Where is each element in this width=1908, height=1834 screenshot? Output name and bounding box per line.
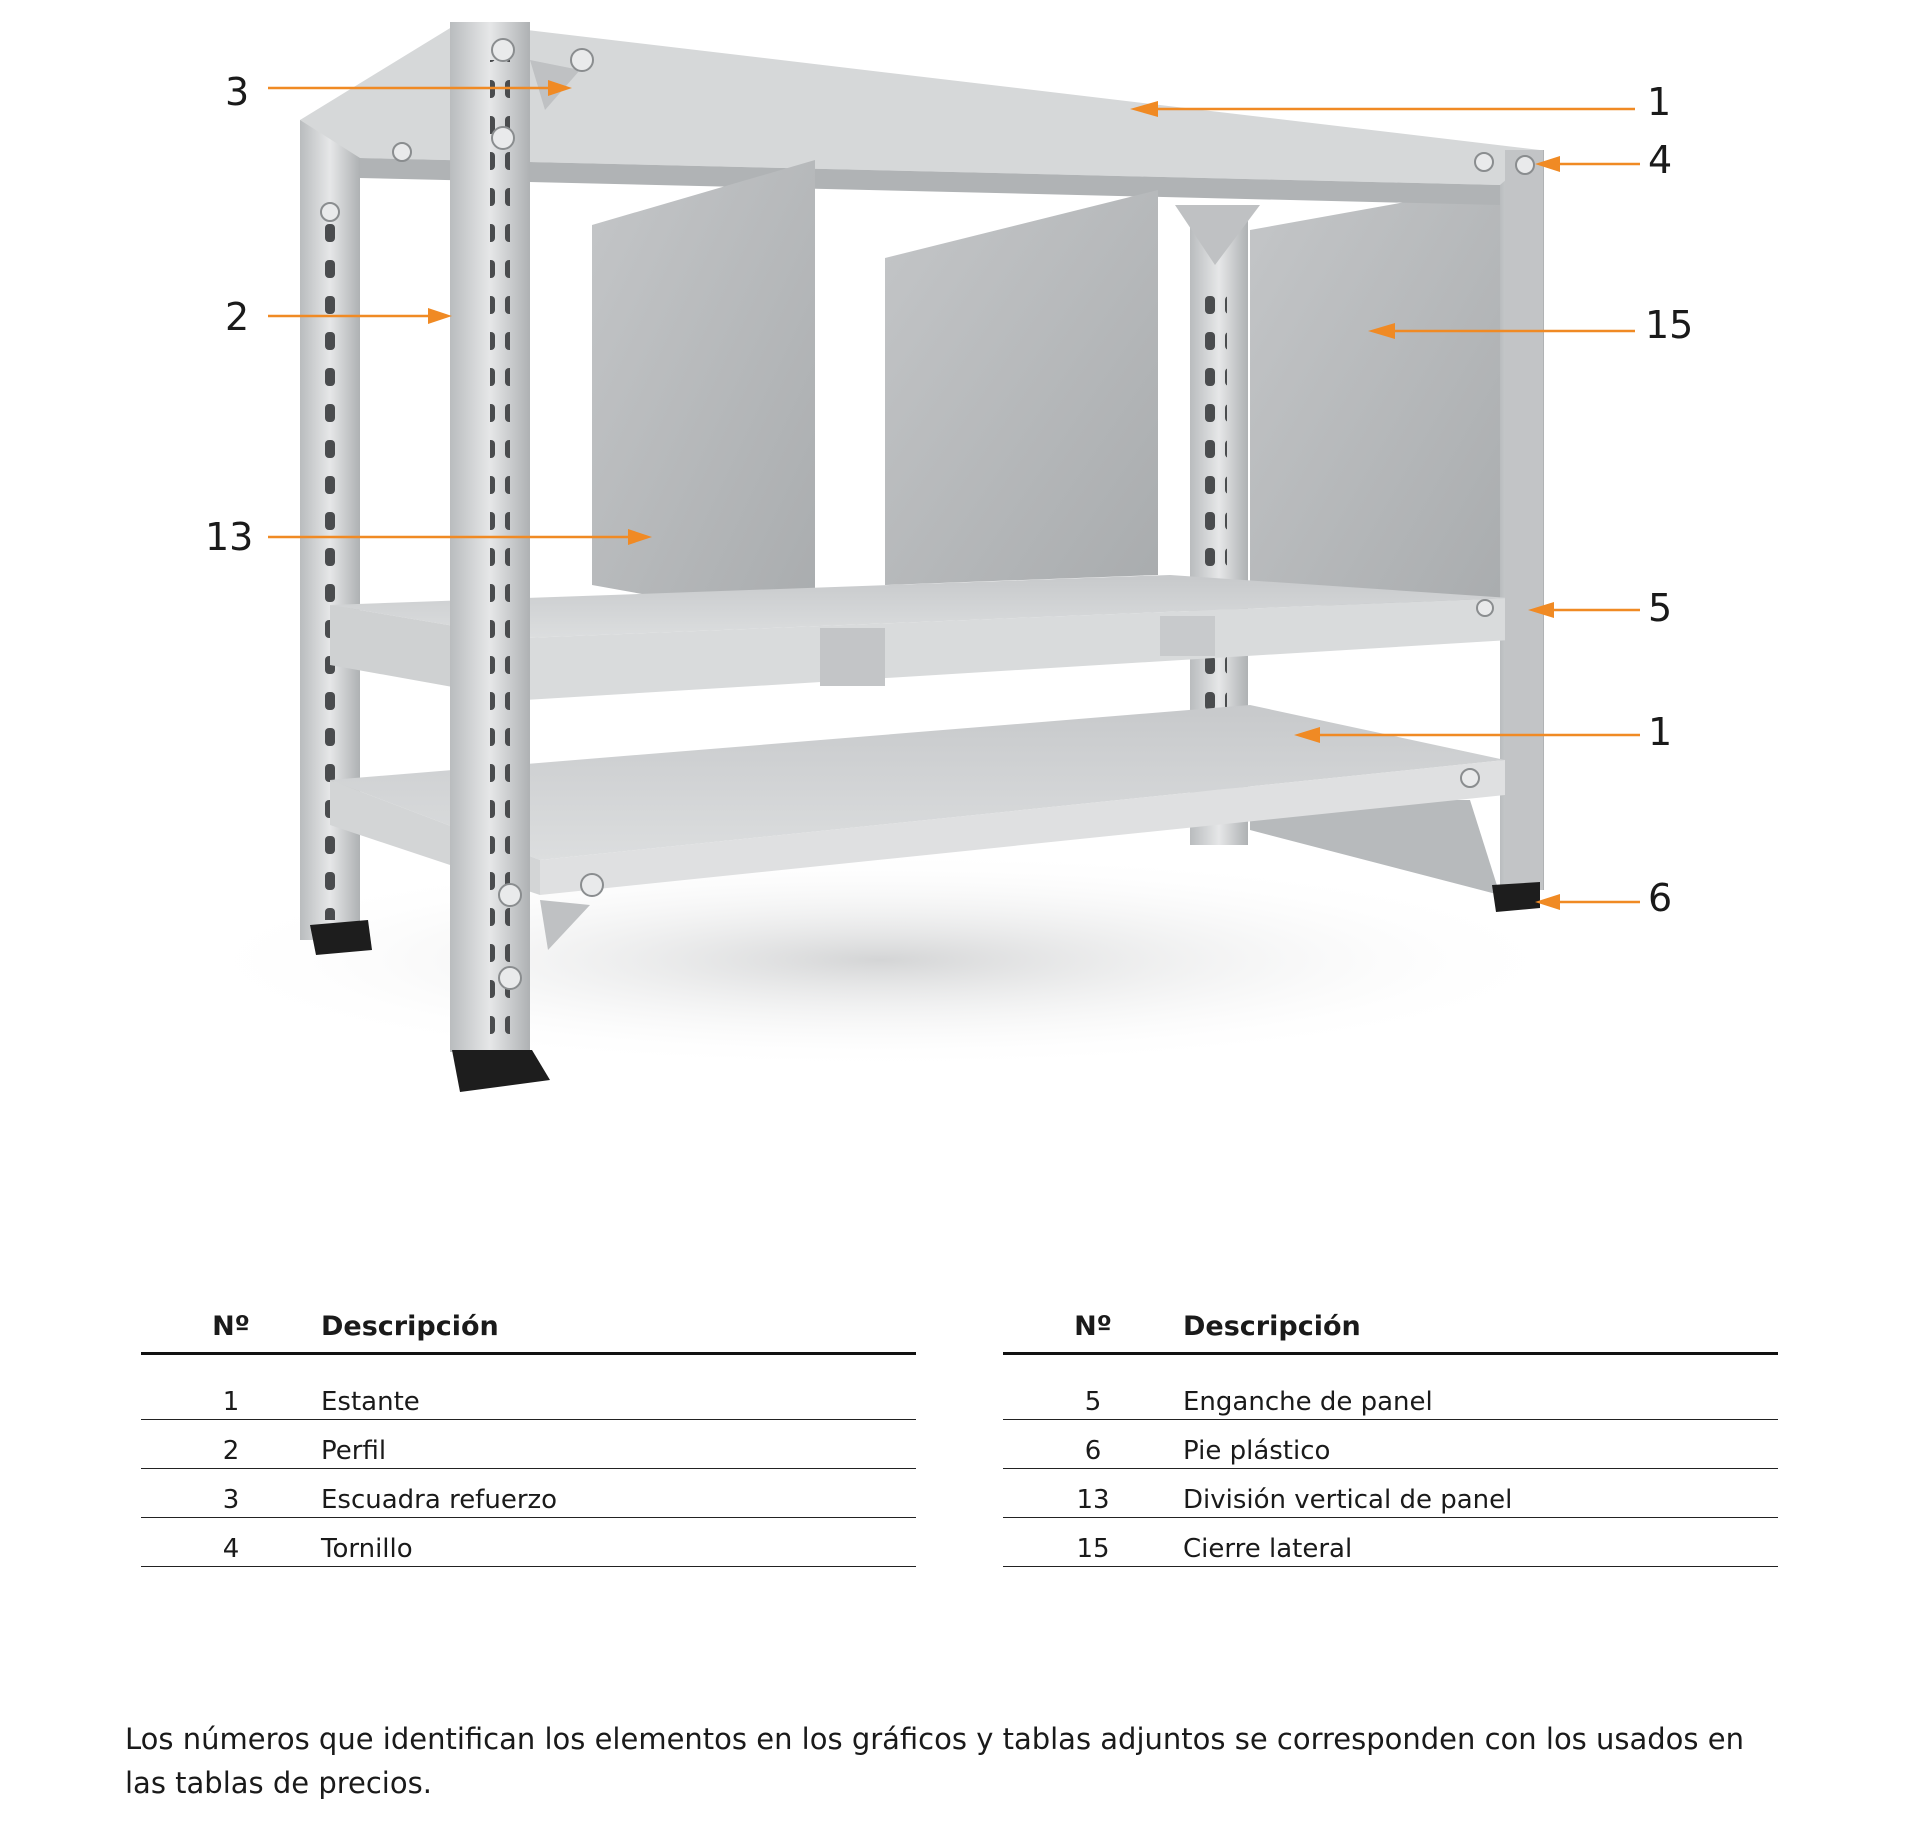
row-num: 13 — [1076, 1485, 1110, 1515]
callout-3: 3 — [225, 70, 250, 114]
table-row — [1003, 1420, 1778, 1469]
row-num: 2 — [222, 1436, 240, 1466]
row-desc: Estante — [321, 1387, 420, 1417]
callout-1-top: 1 — [1647, 80, 1672, 124]
row-desc: División vertical de panel — [1183, 1485, 1513, 1515]
row-num: 5 — [1084, 1387, 1102, 1417]
row-num: 15 — [1076, 1534, 1110, 1564]
footnote: Los números que identifican los elementos en los gráficos y tablas adjuntos se corresponden con los usados en las tablas de precios. — [125, 1722, 1744, 1800]
table-header — [1003, 1300, 1778, 1355]
callout-2: 2 — [225, 295, 250, 339]
row-desc: Escuadra refuerzo — [321, 1485, 558, 1515]
table-row — [141, 1518, 916, 1567]
table-header — [141, 1300, 916, 1355]
header-desc: Descripción — [321, 1310, 499, 1342]
table-row — [1003, 1518, 1778, 1567]
row-desc: Pie plástico — [1183, 1436, 1331, 1466]
header-desc: Descripción — [1183, 1310, 1361, 1342]
header-num: Nº — [212, 1310, 250, 1342]
front-right-post — [1505, 150, 1543, 890]
table-row — [141, 1420, 916, 1469]
row-desc: Perfil — [321, 1436, 387, 1466]
table-row — [1003, 1469, 1778, 1518]
divider-right — [885, 190, 1158, 585]
divider-left — [592, 160, 815, 625]
row-num: 1 — [222, 1387, 240, 1417]
row-num: 6 — [1084, 1436, 1102, 1466]
table-row — [1003, 1371, 1778, 1420]
table-row — [141, 1371, 916, 1420]
callout-4: 4 — [1648, 138, 1673, 182]
row-desc: Enganche de panel — [1183, 1387, 1433, 1417]
header-num: Nº — [1074, 1310, 1112, 1342]
row-num: 4 — [222, 1534, 240, 1564]
callout-1-bottom: 1 — [1648, 710, 1673, 754]
floor-shadow — [180, 850, 1580, 1070]
table-row — [141, 1469, 916, 1518]
parts-table-right — [1003, 1300, 1778, 1567]
row-desc: Cierre lateral — [1183, 1534, 1353, 1564]
row-desc: Tornillo — [321, 1534, 413, 1564]
callout-15: 15 — [1645, 303, 1694, 347]
callout-13: 13 — [205, 515, 254, 559]
parts-table-left — [141, 1300, 916, 1567]
callout-5: 5 — [1648, 586, 1673, 630]
row-num: 3 — [222, 1485, 240, 1515]
side-panel-cierre-lateral — [1250, 185, 1500, 620]
callout-6: 6 — [1648, 876, 1673, 920]
